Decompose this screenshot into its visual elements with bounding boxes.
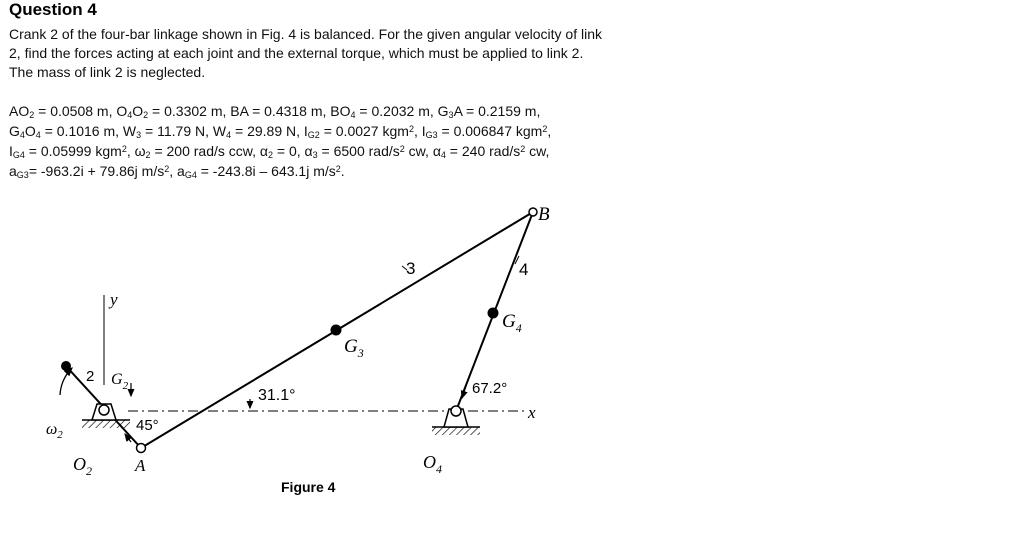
label-angle-rocker: 67.2°	[472, 380, 508, 397]
ground-hatch-o4	[432, 427, 480, 435]
label-angle-crank: 45°	[136, 417, 159, 434]
joint-b	[529, 208, 537, 216]
given-item: $G_4O_4 = 0.1016$ m,	[9, 123, 120, 140]
given-item: $W_4 = 29.89$ N,	[212, 123, 301, 140]
label-b: B	[538, 204, 550, 225]
mass-center-g3	[331, 325, 342, 336]
given-values	[9, 101, 614, 181]
given-item: $W_3 = 11.79$ N,	[122, 123, 209, 140]
given-item: $\omega_2 = 200$ rad/s ccw,	[134, 143, 257, 160]
angle-tick-rocker	[462, 380, 468, 398]
given-item: $\alpha_4 = 240$ rad/$s^2$ cw,	[432, 143, 550, 160]
given-item: BA = 0.4318 m,	[230, 103, 327, 119]
label-link-3: 3	[406, 259, 416, 278]
label-o2: $O_2$	[73, 454, 92, 478]
given-item: $I_{G3} = 0.006847$ kgm$^2$,	[421, 123, 552, 140]
given-item: $a_{G3}= -963.2i + 79.86j$ $m/s^2$,	[9, 163, 174, 180]
given-item: $G_3A = 0.2159$ m,	[437, 103, 541, 120]
question-title: Question 4	[9, 0, 97, 19]
label-omega2: $\omega_2$	[46, 421, 63, 441]
figure-caption: Figure 4	[281, 479, 336, 495]
four-bar-linkage-figure	[0, 195, 620, 549]
label-link-4: 4	[519, 260, 529, 279]
label-g4: $G_4$	[502, 311, 522, 335]
given-item: $O_4O_2 = 0.3302$ m,	[116, 103, 227, 120]
label-o4: $O_4$	[423, 452, 442, 476]
problem-statement: Crank 2 of the four-bar linkage shown in Fig. 4 is balanced. For the given angular velocity of link 2, find the forces acting at each joint and the external torque, which must be applied to link 2. The mass of link 2 is neglected.	[9, 26, 602, 80]
given-item: $I_{G2} = 0.0027$ kgm$^2$,	[303, 123, 418, 140]
given-item: $\alpha_3 = 6500$ rad/$s^2$ cw,	[304, 143, 429, 160]
label-y-axis: y	[110, 290, 118, 309]
label-a: A	[135, 456, 146, 475]
given-item: $AO_2 = 0.0508$ m,	[9, 103, 113, 120]
mass-center-g4	[488, 308, 499, 319]
given-item: $I_{G4} = 0.05999$ kgm$^2$,	[9, 143, 131, 160]
label-g3: $G_3$	[344, 336, 364, 360]
label-g2: $G_2$	[111, 371, 129, 392]
given-item: $a_{G4} = -243.8i - 643.1j$ $m/s^2$.	[177, 163, 345, 180]
label-link-2: 2	[86, 368, 95, 385]
crank-counterweight	[61, 361, 71, 371]
given-item: $\alpha_2 = 0$,	[259, 143, 301, 160]
given-item: $BO_4 = 0.2032$ m,	[330, 103, 434, 120]
pivot-o4	[451, 406, 461, 416]
label-angle-coupler: 31.1°	[258, 387, 296, 404]
joint-a	[137, 444, 146, 453]
pivot-o2	[99, 405, 109, 415]
label-x-axis: x	[528, 403, 536, 422]
